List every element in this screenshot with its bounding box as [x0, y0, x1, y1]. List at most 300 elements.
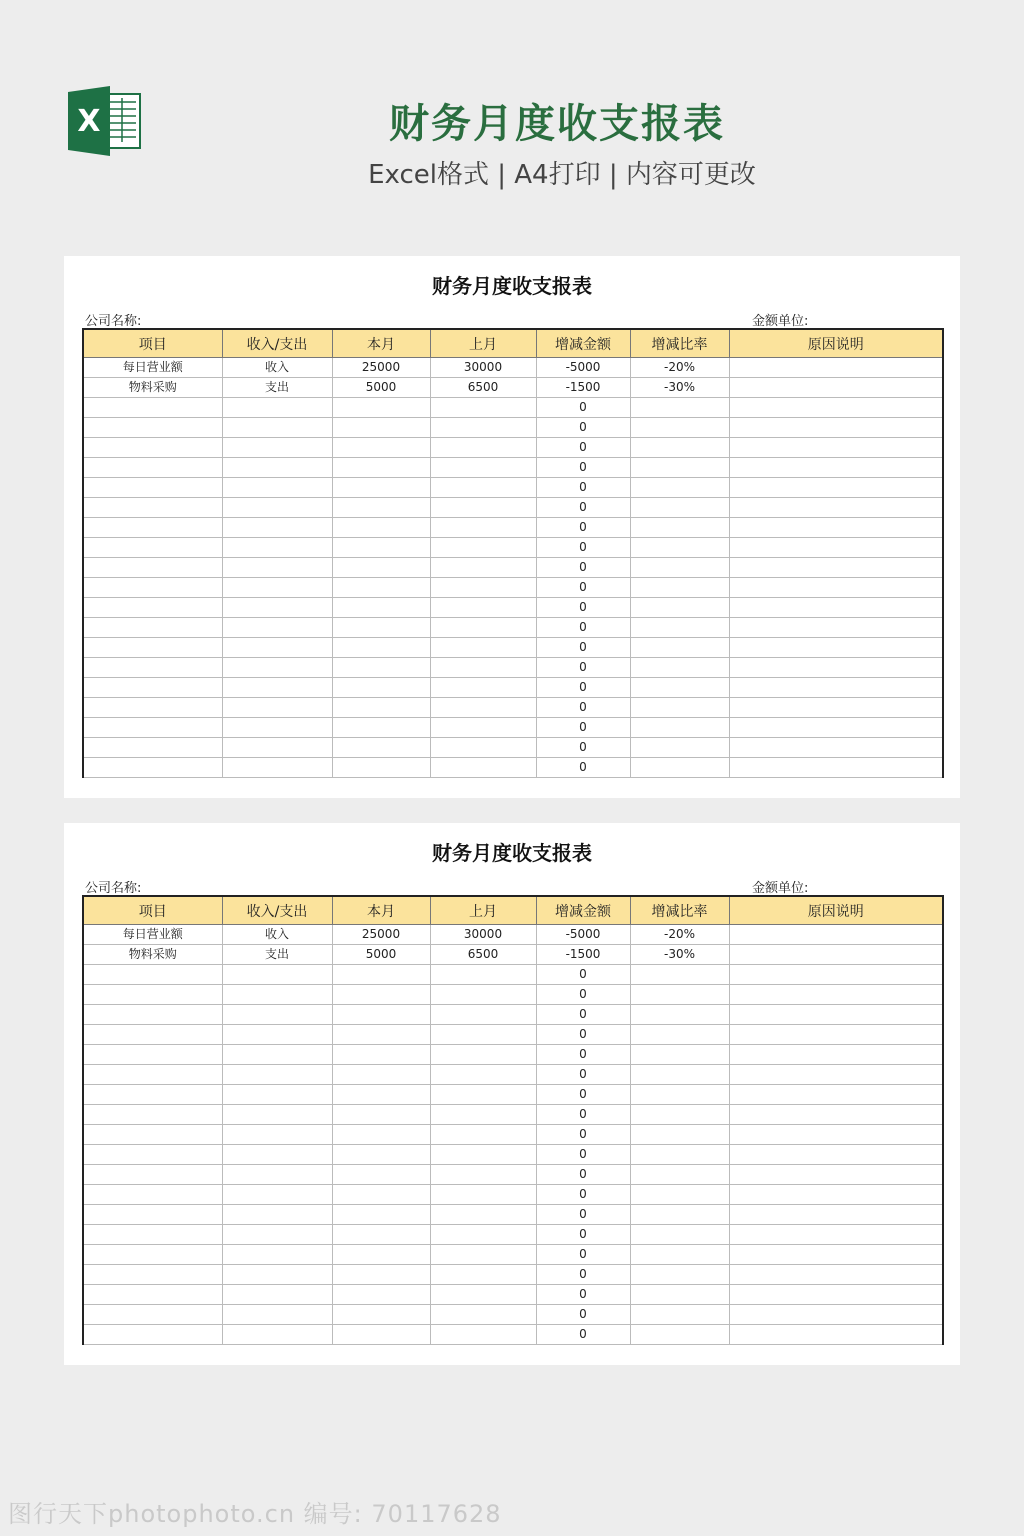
table-cell[interactable] — [430, 1165, 536, 1185]
table-cell[interactable] — [729, 558, 943, 578]
table-cell[interactable] — [630, 718, 729, 738]
table-cell[interactable] — [630, 578, 729, 598]
table-cell[interactable] — [222, 1225, 332, 1245]
table-cell[interactable] — [83, 718, 222, 738]
table-cell[interactable] — [430, 1265, 536, 1285]
table-cell[interactable] — [332, 1185, 430, 1205]
table-cell[interactable] — [83, 1045, 222, 1065]
table-cell[interactable]: 每日营业额 — [83, 925, 222, 945]
table-cell[interactable] — [83, 965, 222, 985]
table-cell[interactable]: 0 — [536, 1205, 630, 1225]
table-cell[interactable]: 6500 — [430, 378, 536, 398]
table-cell[interactable] — [729, 925, 943, 945]
table-cell[interactable] — [332, 478, 430, 498]
table-cell[interactable] — [222, 458, 332, 478]
table-cell[interactable] — [729, 1025, 943, 1045]
table-cell[interactable] — [83, 558, 222, 578]
table-cell[interactable] — [430, 518, 536, 538]
table-cell[interactable] — [222, 1025, 332, 1045]
table-cell[interactable]: 支出 — [222, 378, 332, 398]
table-cell[interactable] — [430, 1025, 536, 1045]
table-cell[interactable]: 25000 — [332, 925, 430, 945]
table-cell[interactable]: 30000 — [430, 358, 536, 378]
table-cell[interactable]: 0 — [536, 558, 630, 578]
table-cell[interactable] — [332, 1265, 430, 1285]
table-cell[interactable]: 0 — [536, 738, 630, 758]
column-header: 增减金额 — [536, 896, 630, 925]
table-cell[interactable] — [630, 458, 729, 478]
table-cell[interactable] — [332, 1205, 430, 1225]
table-cell[interactable] — [430, 538, 536, 558]
table-cell[interactable] — [83, 398, 222, 418]
table-cell[interactable] — [332, 718, 430, 738]
table-cell[interactable] — [222, 1105, 332, 1125]
table-cell[interactable] — [630, 1225, 729, 1245]
table-cell[interactable] — [430, 985, 536, 1005]
table-cell[interactable] — [222, 618, 332, 638]
table-cell[interactable] — [83, 578, 222, 598]
table-cell[interactable]: 0 — [536, 618, 630, 638]
table-cell[interactable] — [222, 438, 332, 458]
table-cell[interactable]: 0 — [536, 758, 630, 778]
table-cell[interactable]: 0 — [536, 1245, 630, 1265]
table-cell[interactable] — [729, 1125, 943, 1145]
table-cell[interactable] — [630, 738, 729, 758]
table-cell[interactable] — [729, 1245, 943, 1265]
table-cell[interactable] — [630, 1025, 729, 1045]
table-cell[interactable]: -5000 — [536, 925, 630, 945]
table-cell[interactable] — [630, 985, 729, 1005]
table-cell[interactable] — [630, 1085, 729, 1105]
table-cell[interactable] — [332, 1065, 430, 1085]
table-cell[interactable] — [83, 638, 222, 658]
table-cell[interactable] — [83, 658, 222, 678]
table-cell[interactable] — [430, 1285, 536, 1305]
table-cell[interactable] — [630, 398, 729, 418]
table-cell[interactable] — [630, 498, 729, 518]
table-cell[interactable] — [332, 418, 430, 438]
table-cell[interactable] — [332, 1325, 430, 1345]
table-cell[interactable] — [430, 678, 536, 698]
table-cell[interactable] — [729, 1265, 943, 1285]
table-cell[interactable] — [430, 438, 536, 458]
table-cell[interactable] — [222, 985, 332, 1005]
table-cell[interactable] — [222, 658, 332, 678]
table-cell[interactable] — [729, 1145, 943, 1165]
table-cell[interactable] — [83, 1285, 222, 1305]
table-cell[interactable] — [222, 1125, 332, 1145]
table-cell[interactable]: 6500 — [430, 945, 536, 965]
table-cell[interactable] — [83, 498, 222, 518]
table-cell[interactable]: 收入 — [222, 358, 332, 378]
table-cell[interactable] — [729, 1065, 943, 1085]
table-cell[interactable] — [332, 518, 430, 538]
column-header: 项目 — [83, 329, 222, 358]
table-cell[interactable] — [430, 1305, 536, 1325]
table-cell[interactable] — [729, 1225, 943, 1245]
table-cell[interactable] — [222, 1285, 332, 1305]
table-cell[interactable] — [430, 418, 536, 438]
table-cell[interactable] — [729, 945, 943, 965]
table-row — [83, 478, 943, 498]
table-cell[interactable] — [83, 1265, 222, 1285]
table-cell[interactable] — [83, 1065, 222, 1085]
table-cell[interactable] — [83, 518, 222, 538]
table-cell[interactable] — [83, 1125, 222, 1145]
table-cell[interactable]: 0 — [536, 518, 630, 538]
table-cell[interactable] — [430, 558, 536, 578]
table-cell[interactable] — [222, 1245, 332, 1265]
table-cell[interactable] — [729, 618, 943, 638]
table-cell[interactable] — [83, 458, 222, 478]
table-cell[interactable] — [222, 1005, 332, 1025]
table-cell[interactable] — [630, 1165, 729, 1185]
table-cell[interactable] — [630, 965, 729, 985]
table-cell[interactable]: 0 — [536, 578, 630, 598]
table-cell[interactable]: 0 — [536, 1105, 630, 1125]
table-cell[interactable] — [430, 478, 536, 498]
table-cell[interactable] — [83, 1185, 222, 1205]
table-row — [83, 1025, 943, 1045]
table-cell[interactable] — [430, 1245, 536, 1265]
table-cell[interactable] — [222, 558, 332, 578]
table-cell[interactable] — [332, 1005, 430, 1025]
table-cell[interactable] — [222, 518, 332, 538]
table-cell[interactable] — [430, 718, 536, 738]
table-cell[interactable] — [430, 1225, 536, 1245]
table-cell[interactable]: 0 — [536, 965, 630, 985]
table-cell[interactable] — [729, 498, 943, 518]
table-cell[interactable] — [630, 478, 729, 498]
table-cell[interactable]: 物料采购 — [83, 945, 222, 965]
table-cell[interactable]: 每日营业额 — [83, 358, 222, 378]
table-cell[interactable] — [83, 698, 222, 718]
table-cell[interactable] — [83, 738, 222, 758]
table-cell[interactable] — [332, 738, 430, 758]
table-cell[interactable] — [430, 578, 536, 598]
table-cell[interactable] — [332, 1305, 430, 1325]
column-header: 增减比率 — [630, 896, 729, 925]
table-cell[interactable] — [630, 1185, 729, 1205]
table-cell[interactable] — [332, 1085, 430, 1105]
table-cell[interactable] — [332, 1285, 430, 1305]
table-cell[interactable] — [83, 1005, 222, 1025]
table-cell[interactable] — [729, 1325, 943, 1345]
table-cell[interactable]: 0 — [536, 418, 630, 438]
table-cell[interactable] — [332, 1225, 430, 1245]
table-cell[interactable] — [430, 1065, 536, 1085]
table-cell[interactable] — [630, 1245, 729, 1265]
table-cell[interactable] — [729, 1165, 943, 1185]
table-cell[interactable] — [83, 478, 222, 498]
table-cell[interactable] — [729, 1285, 943, 1305]
table-cell[interactable]: 0 — [536, 1085, 630, 1105]
table-cell[interactable] — [729, 598, 943, 618]
table-cell[interactable]: 0 — [536, 638, 630, 658]
table-cell[interactable] — [630, 1325, 729, 1345]
table-cell[interactable] — [332, 1025, 430, 1045]
table-cell[interactable]: -1500 — [536, 945, 630, 965]
table-cell[interactable] — [83, 1225, 222, 1245]
table-cell[interactable] — [83, 438, 222, 458]
table-cell[interactable] — [332, 398, 430, 418]
table-cell[interactable] — [332, 1045, 430, 1065]
table-cell[interactable] — [222, 1305, 332, 1325]
table-cell[interactable] — [729, 678, 943, 698]
table-cell[interactable] — [332, 618, 430, 638]
table-cell[interactable]: 0 — [536, 678, 630, 698]
table-cell[interactable] — [630, 438, 729, 458]
table-cell[interactable]: 0 — [536, 1225, 630, 1245]
table-cell[interactable] — [332, 538, 430, 558]
table-cell[interactable]: 0 — [536, 1125, 630, 1145]
table-cell[interactable] — [630, 758, 729, 778]
table-cell[interactable] — [729, 758, 943, 778]
table-cell[interactable] — [222, 578, 332, 598]
table-cell[interactable] — [222, 398, 332, 418]
table-cell[interactable]: 0 — [536, 1005, 630, 1025]
table-cell[interactable] — [729, 1305, 943, 1325]
table-cell[interactable] — [630, 518, 729, 538]
table-cell[interactable] — [729, 1105, 943, 1125]
table-cell[interactable] — [729, 458, 943, 478]
table-cell[interactable] — [729, 658, 943, 678]
table-cell[interactable] — [222, 965, 332, 985]
table-cell[interactable] — [729, 358, 943, 378]
table-cell[interactable] — [222, 418, 332, 438]
table-cell[interactable] — [222, 598, 332, 618]
table-cell[interactable] — [83, 985, 222, 1005]
table-cell[interactable] — [83, 1325, 222, 1345]
table-cell[interactable] — [83, 418, 222, 438]
table-cell[interactable] — [222, 1205, 332, 1225]
table-cell[interactable] — [83, 1245, 222, 1265]
table-cell[interactable] — [332, 1125, 430, 1145]
table-cell[interactable] — [332, 1245, 430, 1265]
table-cell[interactable] — [729, 638, 943, 658]
table-cell[interactable] — [332, 965, 430, 985]
table-cell[interactable]: 支出 — [222, 945, 332, 965]
table-cell[interactable]: 0 — [536, 718, 630, 738]
table-cell[interactable] — [430, 658, 536, 678]
table-cell[interactable] — [630, 1205, 729, 1225]
table-cell[interactable]: -20% — [630, 358, 729, 378]
table-cell[interactable]: 0 — [536, 1165, 630, 1185]
table-cell[interactable] — [332, 698, 430, 718]
table-cell[interactable]: 0 — [536, 1325, 630, 1345]
table-cell[interactable]: -5000 — [536, 358, 630, 378]
table-cell[interactable] — [430, 758, 536, 778]
table-cell[interactable] — [729, 1085, 943, 1105]
table-cell[interactable] — [430, 458, 536, 478]
table-cell[interactable] — [630, 418, 729, 438]
table-cell[interactable]: 0 — [536, 538, 630, 558]
table-cell[interactable]: 30000 — [430, 925, 536, 945]
table-cell[interactable] — [332, 678, 430, 698]
table-cell[interactable]: 0 — [536, 498, 630, 518]
table-cell[interactable] — [630, 678, 729, 698]
table-cell[interactable] — [332, 458, 430, 478]
table-cell[interactable] — [332, 598, 430, 618]
table-cell[interactable]: 物料采购 — [83, 378, 222, 398]
table-cell[interactable] — [83, 538, 222, 558]
table-cell[interactable] — [222, 538, 332, 558]
table-cell[interactable]: 0 — [536, 398, 630, 418]
table-cell[interactable] — [729, 378, 943, 398]
table-cell[interactable]: 0 — [536, 1045, 630, 1065]
table-cell[interactable] — [222, 718, 332, 738]
table-cell[interactable] — [729, 438, 943, 458]
table-cell[interactable] — [630, 1065, 729, 1085]
table-cell[interactable] — [430, 498, 536, 518]
table-cell[interactable] — [729, 478, 943, 498]
table-cell[interactable] — [630, 698, 729, 718]
table-cell[interactable]: 25000 — [332, 358, 430, 378]
table-cell[interactable] — [430, 1085, 536, 1105]
table-cell[interactable] — [222, 678, 332, 698]
table-cell[interactable] — [332, 1165, 430, 1185]
table-cell[interactable]: 0 — [536, 1265, 630, 1285]
table-cell[interactable] — [729, 718, 943, 738]
table-cell[interactable] — [729, 578, 943, 598]
table-cell[interactable] — [729, 518, 943, 538]
table-cell[interactable]: 0 — [536, 1065, 630, 1085]
table-cell[interactable] — [729, 1045, 943, 1065]
table-cell[interactable] — [222, 498, 332, 518]
table-cell[interactable] — [729, 965, 943, 985]
table-cell[interactable] — [222, 478, 332, 498]
table-cell[interactable] — [332, 558, 430, 578]
table-cell[interactable] — [729, 1185, 943, 1205]
table-cell[interactable] — [222, 1325, 332, 1345]
table-cell[interactable] — [332, 638, 430, 658]
table-cell[interactable] — [430, 1005, 536, 1025]
table-cell[interactable] — [332, 985, 430, 1005]
table-cell[interactable]: 0 — [536, 1145, 630, 1165]
table-cell[interactable] — [332, 578, 430, 598]
table-cell[interactable] — [222, 1165, 332, 1185]
table-cell[interactable]: 0 — [536, 658, 630, 678]
table-cell[interactable] — [430, 965, 536, 985]
table-cell[interactable] — [729, 738, 943, 758]
table-cell[interactable] — [332, 1105, 430, 1125]
table-cell[interactable] — [332, 438, 430, 458]
table-cell[interactable]: 0 — [536, 1025, 630, 1045]
table-cell[interactable] — [83, 1105, 222, 1125]
table-cell[interactable]: 0 — [536, 1285, 630, 1305]
table-cell[interactable] — [630, 1045, 729, 1065]
table-cell[interactable]: 收入 — [222, 925, 332, 945]
table-cell[interactable]: 0 — [536, 985, 630, 1005]
table-cell[interactable] — [430, 618, 536, 638]
table-cell[interactable] — [430, 698, 536, 718]
table-cell[interactable] — [630, 1285, 729, 1305]
table-cell[interactable] — [430, 1205, 536, 1225]
table-cell[interactable] — [630, 538, 729, 558]
table-cell[interactable] — [430, 1185, 536, 1205]
table-cell[interactable] — [222, 638, 332, 658]
table-cell[interactable] — [332, 758, 430, 778]
table-cell[interactable]: 0 — [536, 478, 630, 498]
table-cell[interactable] — [430, 1145, 536, 1165]
table-cell[interactable]: 0 — [536, 1305, 630, 1325]
table-cell[interactable] — [83, 618, 222, 638]
table-cell[interactable] — [83, 1145, 222, 1165]
table-cell[interactable] — [430, 738, 536, 758]
table-cell[interactable] — [332, 1145, 430, 1165]
table-cell[interactable] — [630, 1105, 729, 1125]
table-cell[interactable]: -30% — [630, 378, 729, 398]
table-cell[interactable] — [430, 398, 536, 418]
table-cell[interactable] — [430, 1105, 536, 1125]
table-cell[interactable] — [430, 598, 536, 618]
table-cell[interactable] — [630, 1305, 729, 1325]
table-cell[interactable] — [630, 1005, 729, 1025]
table-cell[interactable] — [222, 738, 332, 758]
table-cell[interactable] — [630, 1125, 729, 1145]
table-cell[interactable] — [83, 1205, 222, 1225]
table-cell[interactable]: 0 — [536, 458, 630, 478]
table-cell[interactable] — [222, 1265, 332, 1285]
table-row — [83, 598, 943, 618]
table-cell[interactable] — [83, 678, 222, 698]
table-cell[interactable] — [222, 1065, 332, 1085]
table-cell[interactable]: 0 — [536, 438, 630, 458]
table-cell[interactable]: -30% — [630, 945, 729, 965]
table-cell[interactable] — [430, 1125, 536, 1145]
table-cell[interactable] — [430, 638, 536, 658]
table-cell[interactable] — [430, 1325, 536, 1345]
table-cell[interactable]: -1500 — [536, 378, 630, 398]
table-cell[interactable] — [83, 1165, 222, 1185]
table-cell[interactable] — [332, 658, 430, 678]
table-cell[interactable] — [630, 638, 729, 658]
table-cell[interactable]: 5000 — [332, 945, 430, 965]
table-cell[interactable]: 0 — [536, 1185, 630, 1205]
table-cell[interactable] — [729, 698, 943, 718]
table-cell[interactable] — [222, 1045, 332, 1065]
table-cell[interactable] — [729, 1205, 943, 1225]
table-cell[interactable]: -20% — [630, 925, 729, 945]
table-cell[interactable] — [222, 758, 332, 778]
table-cell[interactable]: 0 — [536, 598, 630, 618]
table-cell[interactable] — [83, 1025, 222, 1045]
table-cell[interactable] — [83, 1305, 222, 1325]
table-cell[interactable] — [729, 398, 943, 418]
table-cell[interactable] — [83, 1085, 222, 1105]
table-cell[interactable] — [222, 1145, 332, 1165]
table-cell[interactable] — [222, 698, 332, 718]
table-cell[interactable] — [222, 1085, 332, 1105]
table-cell[interactable]: 0 — [536, 698, 630, 718]
table-cell[interactable] — [430, 1045, 536, 1065]
table-cell[interactable] — [630, 618, 729, 638]
table-cell[interactable] — [729, 418, 943, 438]
table-cell[interactable] — [332, 498, 430, 518]
table-cell[interactable] — [630, 1145, 729, 1165]
table-cell[interactable] — [630, 558, 729, 578]
table-cell[interactable] — [222, 1185, 332, 1205]
table-cell[interactable] — [729, 1005, 943, 1025]
table-cell[interactable] — [729, 985, 943, 1005]
table-cell[interactable] — [630, 598, 729, 618]
table-cell[interactable] — [630, 658, 729, 678]
table-cell[interactable] — [630, 1265, 729, 1285]
table-cell[interactable] — [83, 598, 222, 618]
table-cell[interactable] — [83, 758, 222, 778]
table-cell[interactable] — [729, 538, 943, 558]
table-cell[interactable]: 5000 — [332, 378, 430, 398]
